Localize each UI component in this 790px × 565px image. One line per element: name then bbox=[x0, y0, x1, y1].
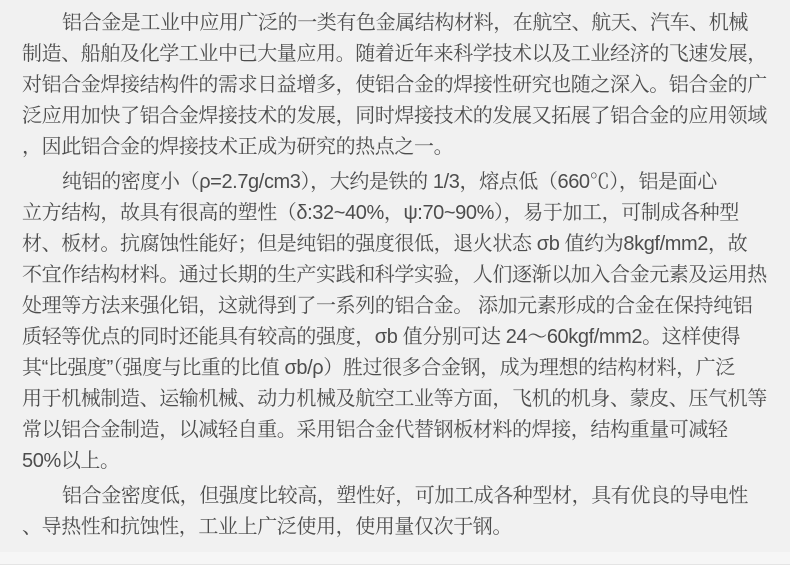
text-line: 用于机械制造、运输机械、动力机械及航空工业等方面，飞机的机身、蒙皮、压气机等 bbox=[22, 388, 767, 410]
text-line: 质轻等优点的同时还能具有较高的强度，σb 值分别可达 24～60kgf/mm2。这样使得 bbox=[22, 326, 741, 348]
text-line: 铝合金是工业中应用广泛的一类有色金属结构材料，在航空、航天、汽车、机械 bbox=[62, 12, 748, 34]
text-line: 不宜作结构材料。通过长期的生产实践和科学实验，人们逐渐以加入合金元素及运用热 bbox=[22, 264, 767, 286]
paragraph bbox=[22, 8, 770, 163]
paragraph bbox=[22, 167, 770, 477]
text-line: 立方结构，故具有很高的塑性（δ:32~40%，ψ:70~90%），易于加工，可制成各种型 bbox=[22, 202, 739, 224]
text-line: 常以铝合金制造，以减轻自重。采用铝合金代替钢板材料的焊接，结构重量可减轻 bbox=[22, 419, 728, 441]
text-line: 制造、船舶及化学工业中已大量应用。随着近年来科学技术以及工业经济的飞速发展， bbox=[22, 43, 767, 65]
text-line: 纯铝的密度小（ρ=2.7g/cm3），大约是铁的 1/3，熔点低（660℃），铝是面心 bbox=[62, 171, 717, 193]
paragraph bbox=[22, 481, 770, 543]
text-line: 50%以上。 bbox=[22, 450, 120, 472]
text-line: 其“比强度”（强度与比重的比值 σb/ρ）胜过很多合金钢，成为理想的结构材料，广泛 bbox=[22, 357, 735, 379]
text-line: 铝合金密度低，但强度比较高，塑性好，可加工成各种型材，具有优良的导电性 bbox=[62, 485, 748, 507]
text-line: 处理等方法来强化铝，这就得到了一系列的铝合金。 添加元素形成的合金在保持纯铝 bbox=[22, 295, 753, 317]
page-bottom-strip bbox=[0, 552, 790, 565]
text-line: 对铝合金焊接结构件的需求日益增多，使铝合金的焊接性研究也随之深入。铝合金的广 bbox=[22, 74, 767, 96]
text-line: ，因此铝合金的焊接技术正成为研究的热点之一。 bbox=[22, 136, 454, 158]
text-line: 、导热性和抗蚀性，工业上广泛使用，使用量仅次于钢。 bbox=[22, 516, 512, 538]
text-line: 泛应用加快了铝合金焊接技术的发展，同时焊接技术的发展又拓展了铝合金的应用领域 bbox=[22, 105, 767, 127]
text-line: 材、板材。抗腐蚀性能好；但是纯铝的强度很低，退火状态 σb 值约为8kgf/mm2，故 bbox=[22, 233, 748, 255]
